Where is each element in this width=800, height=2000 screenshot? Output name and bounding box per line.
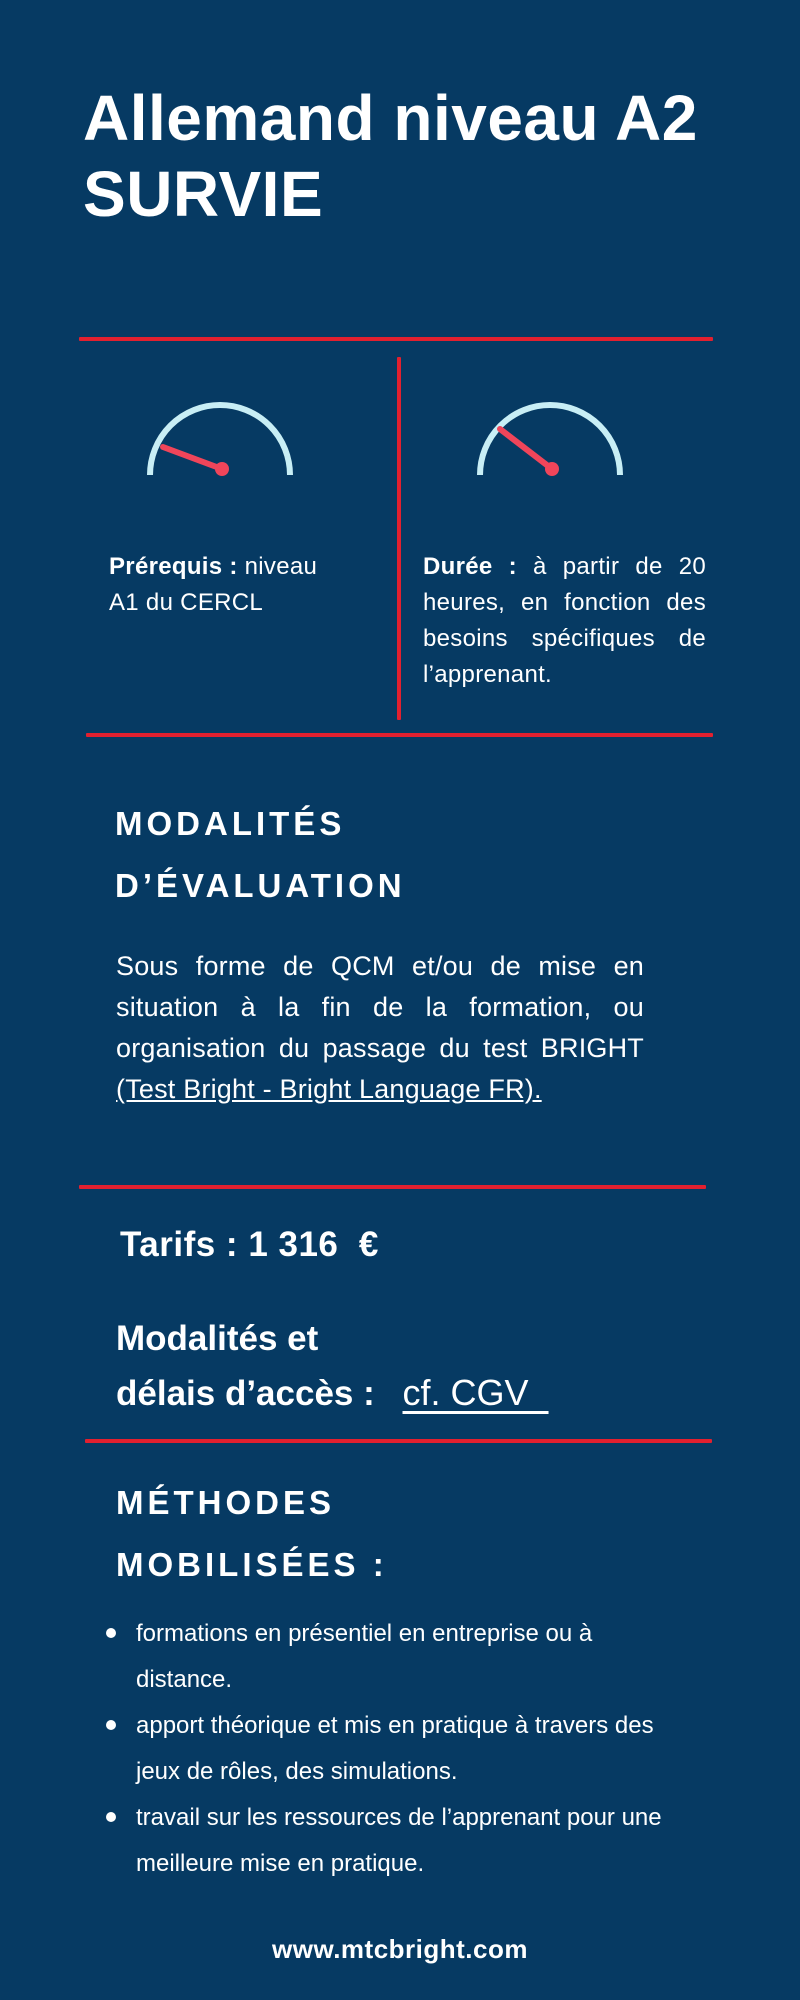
list-item: travail sur les ressources de l’apprenant pour une meilleure mise en pratique. (112, 1795, 672, 1887)
prerequisites-label: Prérequis : (109, 553, 238, 580)
divider (79, 337, 713, 341)
bright-test-link[interactable]: (Test Bright - Bright Language FR). (116, 1074, 542, 1104)
duration-text: à partir de 20 heures, en fonction des besoins spécifiques de l’apprenant. (423, 553, 707, 688)
access-modalities: Modalités et délais d’accès : cf. CGV (116, 1319, 549, 1413)
methods-heading: MÉTHODES MOBILISÉES : (116, 1484, 388, 1583)
gauge-icon (470, 395, 630, 485)
divider (86, 733, 713, 737)
methods-list (112, 1611, 672, 1887)
divider (79, 1185, 706, 1189)
evaluation-heading: MODALITÉS D’ÉVALUATION (115, 805, 406, 904)
gauge-icon (140, 395, 300, 485)
title-line-2: SURVIE (83, 158, 324, 230)
title-line-1: Allemand niveau A2 (83, 82, 698, 154)
cgv-link[interactable]: cf. CGV (402, 1372, 549, 1413)
duration-label: Durée : (423, 553, 517, 580)
prerequisites-text: niveau A1 du CERCL (109, 553, 318, 616)
divider (85, 1439, 712, 1443)
list-item: apport théorique et mis en pratique à travers des jeux de rôles, des simulations. (112, 1703, 672, 1795)
website-url: www.mtcbright.com (272, 1934, 528, 1964)
evaluation-text: Sous forme de QCM et/ou de mise en situation à la fin de la formation, ou organisation du passage du test BRIGHT (Test Bright - Bright Language FR). (116, 951, 644, 1104)
tarifs: Tarifs : 1 316 € (120, 1225, 379, 1264)
prerequisites (109, 549, 349, 621)
page-title (83, 80, 763, 232)
list-item: formations en présentiel en entreprise ou à distance. (112, 1611, 672, 1703)
vertical-divider (397, 357, 401, 720)
duration (423, 549, 706, 693)
